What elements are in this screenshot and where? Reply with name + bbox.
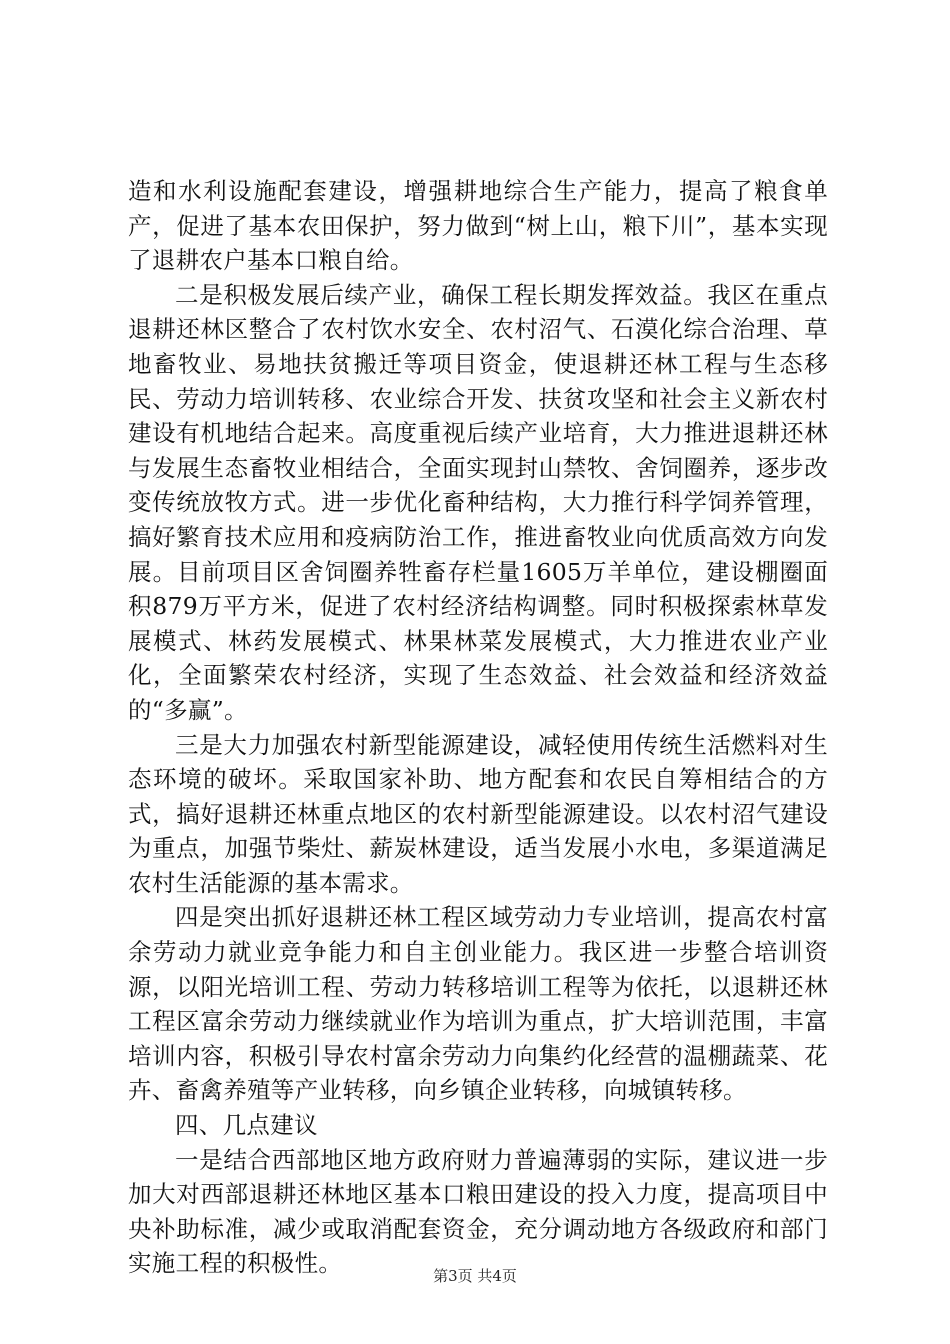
page-footer — [0, 1266, 950, 1286]
paragraph-continuation: 造和水利设施配套建设，增强耕地综合生产能力，提高了粮食单产，促进了基本农田保护，努力做到“树上山，粮下川”，基本实现了退耕农户基本口粮自给。 — [128, 177, 828, 275]
paragraph-suggestion-one: 一是结合西部地区地方政府财力普遍薄弱的实际，建议进一步加大对西部退耕还林地区基本口粮田建设的投入力度，提高项目中央补助标准，减少或取消配套资金，充分调动地方各级政府和部门实施工程的积极性。 — [128, 1145, 828, 1278]
paragraph-labor-training: 四是突出抓好退耕还林工程区域劳动力专业培训，提高农村富余劳动力就业竞争能力和自主创业能力。我区进一步整合培训资源，以阳光培训工程、劳动力转移培训工程等为依托，以退耕还林工程区富余劳动力继续就业作为培训为重点，扩大培训范围，丰富培训内容，积极引导农村富余劳动力向集约化经营的温棚蔬菜、花卉、畜禽养殖等产业转移，向乡镇企业转移，向城镇转移。 — [128, 903, 828, 1105]
page-number-label: 第3页 共4页 — [433, 1267, 517, 1285]
paragraph-new-energy: 三是大力加强农村新型能源建设，减轻使用传统生活燃料对生态环境的破坏。采取国家补助、地方配套和农民自筹相结合的方式，搞好退耕还林重点地区的农村新型能源建设。以农村沼气建设为重点，加强节柴灶、薪炭林建设，适当发展小水电，多渠道满足农村生活能源的基本需求。 — [128, 730, 828, 897]
document-body — [128, 174, 828, 1281]
section-heading-suggestions: 四、几点建议 — [175, 1111, 318, 1140]
paragraph-follow-up-industry: 二是积极发展后续产业，确保工程长期发挥效益。我区在重点退耕还林区整合了农村饮水安全、农村沼气、石漠化综合治理、草地畜牧业、易地扶贫搬迁等项目资金，使退耕还林工程与生态移民、劳动力培训转移、农业综合开发、扶贫攻坚和社会主义新农村建设有机地结合起来。高度重视后续产业培育，大力推进退耕还林与发展生态畜牧业相结合，全面实现封山禁牧、舍饲圈养，逐步改变传统放牧方式。进一步优化畜种结构，大力推行科学饲养管理，搞好繁育技术应用和疫病防治工作，推进畜牧业向优质高效方向发展。目前项目区舍饲圈养牲畜存栏量1605万羊单位，建设棚圈面积879万平方米，促进了农村经济结构调整。同时积极探索林草发展模式、林药发展模式、林果林菜发展模式，大力推进农业产业化，全面繁荣农村经济，实现了生态效益、社会效益和经济效益的“多赢”。 — [128, 280, 828, 724]
